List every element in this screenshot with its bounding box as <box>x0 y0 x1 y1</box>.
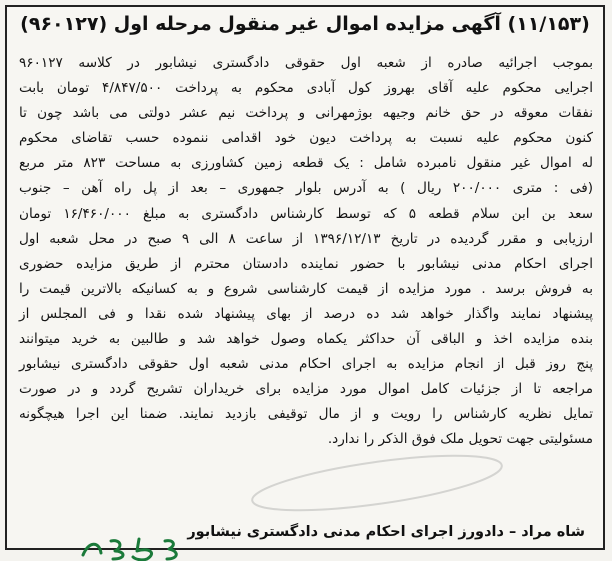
notice-line: کنون محکوم علیه نسبت به پرداخت دیون خود اقدامی ننموده حسب تقاضای محکوم <box>19 130 593 147</box>
stamp-outline-icon <box>245 441 509 525</box>
notice-line-last: مسئولیتی جهت تحویل ملک فوق الذکر را ندارد. <box>327 431 593 448</box>
notice-line: به فروش برسد . مورد مزایده از قیمت کارشناسی شروع و به کسانیکه بالاترین قیمت را <box>19 280 593 297</box>
notice-line: سعد بن ابن سلام قطعه ۵ که توسط کارشناس دادگستری به مبلغ ۱۶/۴۶۰/۰۰۰ تومان <box>19 205 593 222</box>
notice-line: اجرای احکام مدنی نیشابور با حضور نماینده دادستان محترم از طریق مزایده حضوری <box>19 255 593 272</box>
notice-body <box>19 51 593 453</box>
notice-title: (۱۱/۱۵۳) آگهی مزایده اموال غیر منقول مرحله اول (۹۶۰۱۲۷) <box>20 13 590 35</box>
notice-line: بنده مزایده اخذ و الباقی آن حداکثر یکماه وصول خواهد شد و طالبین به خرید میتوانند <box>19 331 593 348</box>
notice-line: ارزیابی و مقرر گردیده در تاریخ ۱۳۹۶/۱۲/۱۳ از ساعت ۸ الی ۹ صبح در محل شعبه اول <box>19 230 593 247</box>
notice-line: پیشنهاد نمایند واگذار خواهد شد ده درصد از بهای پیشنهاد شده نقدا و فی المجلس از <box>19 305 593 322</box>
notice-line: مراجعه تا از جزئیات کامل اموال مورد مزایده برای خریداران تشریح گردد و در صورت <box>19 381 593 398</box>
signature-line: شاه مراد – دادورز اجرای احکام مدنی دادگستری نیشابور <box>187 524 585 540</box>
notice-line: پنج روز قبل از انجام مزایده به اجرای احکام مدنی شعبه اول حقوقی دادگستری نیشابور <box>19 356 593 373</box>
official-stamp <box>245 441 509 525</box>
notice-line: اجرایی محکوم علیه آقای بهروز کول آبادی محکوم به پرداخت ۴/۸۴۷/۵۰۰ تومان بابت <box>19 80 593 97</box>
handwritten-number-mark <box>77 533 187 561</box>
notice-line: له اموال غیر منقول نامبرده شامل : یک قطعه زمین کشاورزی به مساحت ۸۲۳ متر مربع <box>19 155 593 172</box>
notice-frame <box>5 5 605 550</box>
notice-line: تمایل نظریه کارشناس را رویت و از مال توقیفی بازدید نمایند. ضمنا این اجرا هیچگونه <box>19 406 593 423</box>
notice-line: بموجب اجرائیه صادره از شعبه اول حقوقی دادگستری نیشابور در کلاسه ۹۶۰۱۲۷ <box>19 55 593 71</box>
notice-line: (فی : متری ۲۰۰/۰۰۰ ریال ) به آدرس بلوار جمهوری – بعد از پل راه آهن – جنوب <box>19 180 593 197</box>
notice-line: نفقات معوقه در حق خانم وجیهه بوژمهرانی و پرداخت نیم عشر دولتی می باشد چون تا <box>19 105 593 122</box>
